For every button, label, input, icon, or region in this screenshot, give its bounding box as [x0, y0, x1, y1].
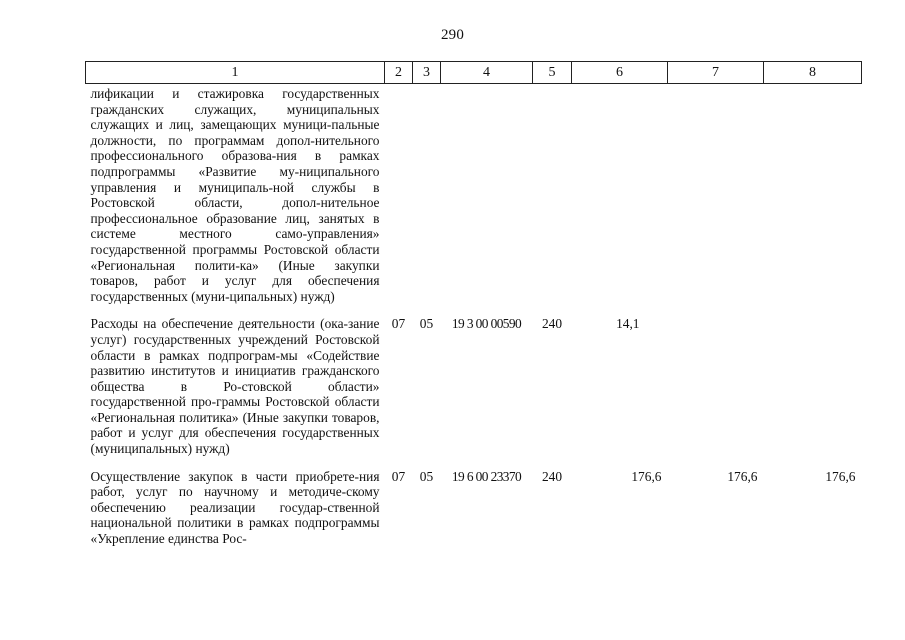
column-header: 5 — [533, 62, 572, 84]
amount-col6: 14,1 — [616, 316, 640, 332]
amount-col6 — [572, 84, 668, 315]
amount-col6: 176,6 — [631, 468, 662, 484]
section-code — [385, 84, 413, 315]
column-header: 7 — [668, 62, 764, 84]
column-header: 3 — [413, 62, 441, 84]
column-header: 6 — [572, 62, 668, 84]
table-row — [86, 467, 862, 547]
subsection-code: 05 — [419, 468, 434, 484]
column-header: 8 — [764, 62, 862, 84]
amount-col7: 176,6 — [727, 468, 758, 484]
column-header: 2 — [385, 62, 413, 84]
amount-col7 — [668, 314, 764, 466]
amount-col8: 176,6 — [825, 468, 856, 484]
table-row — [86, 84, 862, 315]
row-description: Осуществление закупок в части приобрете-ния работ, услуг по научному и методиче-скому обеспечению реализации государ-ственной национальной политики в рамках подпрограммы «Укрепление единства Рос- — [90, 468, 380, 547]
column-header: 4 — [441, 62, 533, 84]
target-article-code: 19 6 00 23370 — [451, 468, 522, 484]
target-article-code: 19 3 00 00590 — [451, 316, 522, 332]
column-header: 1 — [86, 62, 385, 84]
expense-type-code: 240 — [541, 468, 563, 484]
row-description: Расходы на обеспечение деятельности (ока-зание услуг) государственных учреждений Ростовской области в рамках подпрограм-мы «Содействие развитию институтов и инициатив гражданского общества в Ро-стовской области» государственной про-граммы Ростовской области «Региональная политика» (Иные закупки товаров, работ и услуг для обеспечения государственных (муниципальных) нужд) — [90, 316, 380, 457]
column-header-row — [86, 62, 862, 84]
section-code: 07 — [391, 468, 406, 484]
section-code: 07 — [391, 316, 406, 332]
amount-col8 — [764, 314, 862, 466]
table-row — [86, 314, 862, 466]
amount-col8 — [764, 84, 862, 315]
budget-table — [85, 61, 862, 547]
expense-type-code — [533, 84, 572, 315]
amount-col7 — [668, 84, 764, 315]
page-number: 290 — [440, 27, 465, 43]
target-article-code — [441, 84, 533, 315]
expense-type-code: 240 — [541, 316, 563, 332]
row-description: лификации и стажировка государственных гражданских служащих, муниципальных служащих и лиц, замещающих муници-пальные должности, по программам допол-нительного профессионального образова-ния в рамках подпрограммы «Развитие му-ниципального управления и муниципаль-ной службы в Ростовской области, допол-нительное профессиональное образование лиц, занятых в системе местного само-управления» государственной программы Ростовской области «Региональная полити-ка» (Иные закупки товаров, работ и услуг для обеспечения государственных (муни-ципальных) нужд) — [90, 86, 380, 304]
subsection-code — [413, 84, 441, 315]
subsection-code: 05 — [419, 316, 434, 332]
